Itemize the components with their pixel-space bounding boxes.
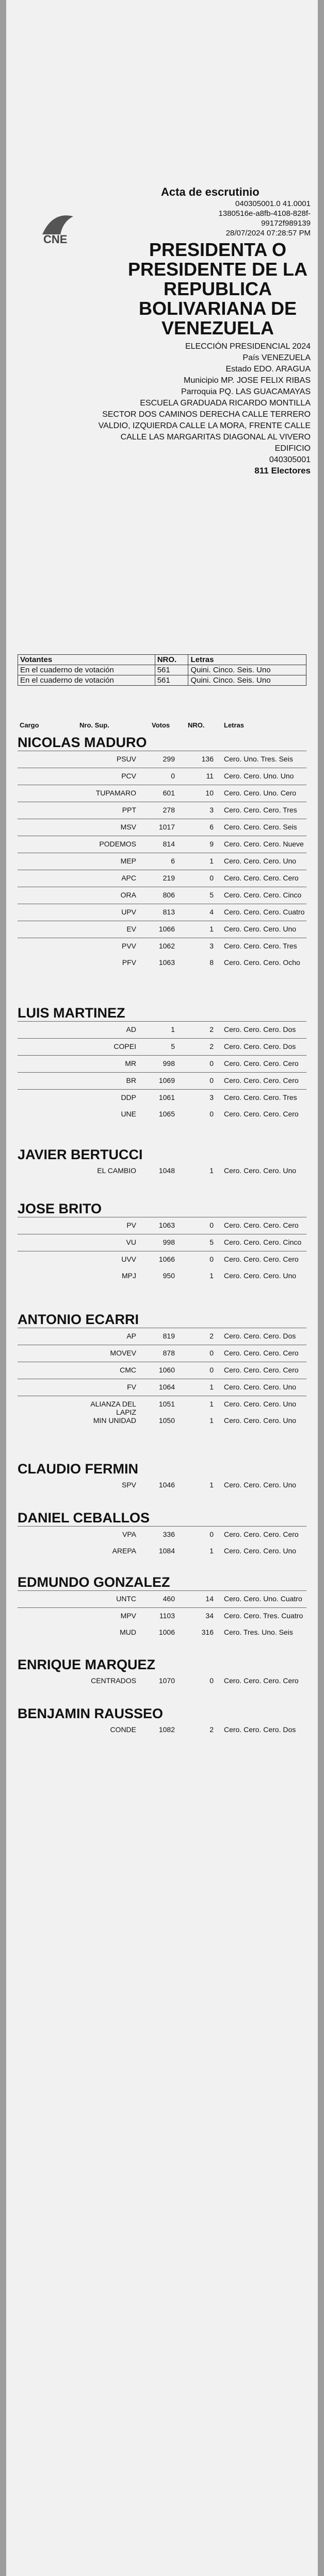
candidate-block — [18, 1200, 306, 1284]
party-name: CONDE — [110, 1725, 136, 1734]
candidate-block — [18, 1146, 306, 1179]
party-votes: 1 — [209, 1547, 214, 1555]
party-votes-words: Cero. Cero. Cero. Uno — [224, 857, 297, 865]
party-name: UNTC — [116, 1595, 136, 1603]
party-row — [18, 1396, 306, 1416]
party-votes: 1 — [209, 1400, 214, 1408]
acta-title: PRESIDENTA O PRESIDENTE DE LA REPUBLICA BOLIVARIANA DE VENEZUELA — [127, 239, 308, 338]
col-cargo: Cargo — [20, 721, 39, 729]
party-sup-number: 1103 — [159, 1612, 175, 1620]
party-votes-words: Cero. Cero. Cero. Uno — [224, 925, 297, 933]
party-sup-number: 1017 — [158, 823, 175, 831]
party-name: UPV — [121, 908, 136, 916]
party-votes: 1 — [209, 857, 214, 865]
party-row — [18, 1477, 306, 1494]
party-sup-number: 878 — [163, 1349, 175, 1357]
party-votes-words: Cero. Cero. Cero. Tres — [224, 806, 297, 814]
candidate-block — [18, 1574, 306, 1641]
party-votes-words: Cero. Cero. Cero. Cero — [224, 1110, 299, 1118]
candidate-block — [18, 734, 306, 971]
party-sup-number: 219 — [163, 874, 175, 882]
party-row — [18, 768, 306, 785]
party-votes-words: Cero. Cero. Cero. Cero — [224, 874, 299, 882]
party-name: MSV — [120, 823, 136, 831]
party-sup-number: 1065 — [158, 1110, 175, 1118]
party-row — [18, 1624, 306, 1641]
candidate-name: CLAUDIO FERMIN — [18, 1461, 138, 1477]
party-votes: 11 — [206, 772, 214, 780]
party-name: MOVEV — [110, 1349, 136, 1357]
code-line: 040305001.0 41.0001 — [235, 199, 311, 208]
party-sup-number: 813 — [163, 908, 175, 916]
party-votes-words: Cero. Cero. Cero. Cero — [224, 1059, 299, 1067]
candidate-block — [18, 1005, 306, 1123]
party-name: BR — [126, 1076, 136, 1084]
party-votes-words: Cero. Cero. Cero. Dos — [224, 1042, 296, 1050]
party-sup-number: 5 — [171, 1042, 175, 1050]
party-row — [18, 870, 306, 887]
party-name: MPV — [120, 1612, 136, 1620]
party-votes: 0 — [209, 1110, 214, 1118]
party-votes: 2 — [209, 1332, 214, 1340]
party-row — [18, 955, 306, 971]
party-votes: 0 — [209, 1059, 214, 1067]
party-votes: 2 — [209, 1725, 214, 1734]
party-row — [18, 921, 306, 938]
candidate-name: ENRIQUE MARQUEZ — [18, 1657, 156, 1672]
party-name: TUPAMARO — [95, 789, 136, 797]
party-sup-number: 1064 — [158, 1383, 175, 1391]
party-votes: 10 — [205, 789, 214, 797]
acta-label: Acta de escrutinio — [161, 185, 260, 198]
direccion: SECTOR DOS CAMINOS DERECHA CALLE TERRERO VALDIO, IZQUIERDA CALLE LA MORA, FRENTE CALLE CALLE LAS MARGARITAS DIAGONAL AL VIVERO EDIFICIO — [98, 410, 311, 453]
party-votes-words: Cero. Cero. Cero. Uno — [224, 1383, 297, 1391]
party-votes: 0 — [209, 1076, 214, 1084]
party-name: UNE — [121, 1110, 136, 1118]
party-row — [18, 887, 306, 904]
party-row — [18, 1543, 306, 1560]
party-sup-number: 299 — [163, 755, 175, 763]
party-sup-number: 601 — [163, 789, 175, 797]
nro-header: NRO. — [155, 655, 188, 665]
col-nro-sup: Nro. Sup. — [79, 721, 109, 729]
party-votes-words: Cero. Cero. Cero. Cero — [224, 1530, 299, 1538]
party-votes: 1 — [209, 1272, 214, 1280]
party-votes: 0 — [209, 1255, 214, 1263]
party-name: APC — [121, 874, 136, 882]
party-sup-number: 336 — [163, 1530, 175, 1538]
party-votes: 6 — [209, 823, 214, 831]
party-votes: 9 — [209, 840, 214, 848]
party-votes: 1 — [209, 1383, 214, 1391]
party-row — [18, 1106, 306, 1123]
party-sup-number: 998 — [163, 1238, 175, 1246]
party-votes: 316 — [201, 1628, 214, 1636]
candidate-block — [18, 1461, 306, 1494]
party-name: COPEI — [114, 1042, 136, 1050]
votantes-letras: Quini. Cinco. Seis. Uno — [188, 675, 306, 686]
votantes-letras: Quini. Cinco. Seis. Uno — [188, 665, 306, 675]
party-votes: 1 — [209, 1481, 214, 1489]
party-name: SPV — [121, 1481, 136, 1489]
party-votes: 0 — [209, 1349, 214, 1357]
party-sup-number: 950 — [163, 1272, 175, 1280]
votantes-header: Votantes — [18, 655, 155, 665]
party-name: PV — [126, 1221, 136, 1229]
col-nro: NRO. — [188, 721, 205, 729]
party-sup-number: 1046 — [158, 1481, 175, 1489]
votantes-table — [18, 654, 306, 686]
municipio: Municipio MP. JOSE FELIX RIBAS — [183, 376, 311, 385]
party-votes-words: Cero. Cero. Cero. Ocho — [224, 958, 300, 967]
party-row — [18, 1379, 306, 1396]
code-line: 99172f989139 — [261, 219, 311, 228]
party-sup-number: 1060 — [158, 1366, 175, 1374]
party-votes-words: Cero. Cero. Cero. Tres — [224, 942, 297, 950]
party-votes: 8 — [209, 958, 214, 967]
letras-header: Letras — [188, 655, 306, 665]
electores: 811 Electores — [254, 466, 311, 476]
party-row — [18, 836, 306, 853]
candidate-block — [18, 1705, 306, 1738]
candidate-name: LUIS MARTINEZ — [18, 1005, 125, 1021]
election-name: ELECCIÓN PRESIDENCIAL 2024 — [185, 342, 311, 351]
party-row — [18, 1163, 306, 1179]
acta-header — [84, 185, 311, 476]
party-row — [18, 1526, 306, 1543]
party-row — [18, 1055, 306, 1072]
party-row — [18, 1345, 306, 1362]
party-votes: 3 — [209, 1093, 214, 1101]
party-sup-number: 1084 — [158, 1547, 175, 1555]
candidate-name: DANIEL CEBALLOS — [18, 1510, 150, 1526]
party-sup-number: 998 — [163, 1059, 175, 1067]
party-name: UVV — [121, 1255, 136, 1263]
party-row — [18, 802, 306, 819]
party-name: FV — [127, 1383, 136, 1391]
party-name: EV — [126, 925, 136, 933]
party-sup-number: 1048 — [158, 1166, 175, 1175]
party-votes: 0 — [209, 1676, 214, 1685]
candidate-name: ANTONIO ECARRI — [18, 1312, 139, 1327]
party-sup-number: 0 — [171, 772, 175, 780]
party-sup-number: 806 — [163, 891, 175, 899]
party-votes: 2 — [209, 1025, 214, 1033]
party-row — [18, 1362, 306, 1379]
cne-logo — [37, 206, 89, 247]
party-name: AP — [126, 1332, 136, 1340]
party-sup-number: 278 — [163, 806, 175, 814]
estado: Estado EDO. ARAGUA — [225, 365, 311, 374]
party-row — [18, 1234, 306, 1251]
party-votes: 14 — [205, 1595, 214, 1603]
party-sup-number: 1063 — [158, 1221, 175, 1229]
party-votes-words: Cero. Cero. Uno. Cero — [224, 789, 297, 797]
party-name: MPJ — [122, 1272, 136, 1280]
party-row — [18, 1607, 306, 1624]
centro: ESCUELA GRADUADA RICARDO MONTILLA — [140, 399, 311, 408]
party-votes-words: Cero. Cero. Cero. Cuatro — [224, 908, 305, 916]
party-sup-number: 1082 — [158, 1725, 175, 1734]
party-votes: 1 — [209, 1166, 214, 1175]
party-sup-number: 1070 — [158, 1676, 175, 1685]
codigo: 040305001 — [269, 455, 311, 464]
party-sup-number: 1069 — [158, 1076, 175, 1084]
party-name: AD — [126, 1025, 136, 1033]
party-votes-words: Cero. Cero. Cero. Tres — [224, 1093, 297, 1101]
party-row — [18, 1413, 306, 1429]
candidate-block — [18, 1656, 306, 1689]
party-name: MUD — [120, 1628, 136, 1636]
party-sup-number: 1050 — [158, 1416, 175, 1425]
candidate-name: BENJAMIN RAUSSEO — [18, 1706, 164, 1721]
pais: País VENEZUELA — [242, 353, 311, 362]
candidate-name: JAVIER BERTUCCI — [18, 1147, 143, 1162]
candidate-name: JOSE BRITO — [18, 1201, 102, 1216]
party-row — [18, 1673, 306, 1689]
party-votes-words: Cero. Cero. Uno. Uno — [224, 772, 294, 780]
party-votes-words: Cero. Cero. Cero. Uno — [224, 1272, 297, 1280]
party-sup-number: 1061 — [158, 1093, 175, 1101]
acta-paper — [6, 0, 318, 2576]
candidate-block — [18, 1311, 306, 1429]
party-row — [18, 1590, 306, 1607]
party-votes-words: Cero. Cero. Cero. Seis — [224, 823, 297, 831]
party-row — [18, 1021, 306, 1038]
parroquia: Parroquia PQ. LAS GUACAMAYAS — [181, 387, 311, 396]
party-votes-words: Cero. Cero. Tres. Cuatro — [224, 1612, 303, 1620]
party-name: PODEMOS — [99, 840, 136, 848]
party-votes: 0 — [209, 1366, 214, 1374]
party-sup-number: 1066 — [158, 925, 175, 933]
party-votes: 4 — [209, 908, 214, 916]
party-sup-number: 819 — [163, 1332, 175, 1340]
party-votes-words: Cero. Cero. Cero. Cero — [224, 1366, 299, 1374]
party-row — [18, 1038, 306, 1055]
party-votes: 5 — [209, 891, 214, 899]
party-name: DDP — [121, 1093, 136, 1101]
code-line: 28/07/2024 07:28:57 PM — [225, 229, 311, 238]
party-name: ALIANZA DEL LAPIZ — [90, 1400, 136, 1416]
party-row — [18, 1217, 306, 1234]
party-sup-number: 460 — [163, 1595, 175, 1603]
party-votes-words: Cero. Cero. Cero. Uno — [224, 1416, 297, 1425]
party-sup-number: 1066 — [158, 1255, 175, 1263]
candidate-block — [18, 1510, 306, 1560]
party-name: PCV — [121, 772, 136, 780]
svg-text:CNE: CNE — [43, 233, 68, 246]
party-votes-words: Cero. Cero. Cero. Cero — [224, 1349, 299, 1357]
party-votes: 3 — [209, 942, 214, 950]
party-votes-words: Cero. Cero. Cero. Uno — [224, 1481, 297, 1489]
party-row — [18, 785, 306, 802]
party-name: EL CAMBIO — [97, 1166, 136, 1175]
party-votes-words: Cero. Cero. Cero. Nueve — [224, 840, 304, 848]
votantes-nro: 561 — [155, 665, 188, 675]
party-votes: 0 — [209, 1530, 214, 1538]
party-votes: 1 — [209, 925, 214, 933]
party-name: MEP — [120, 857, 136, 865]
votantes-nro: 561 — [155, 675, 188, 686]
party-sup-number: 1062 — [158, 942, 175, 950]
party-row — [18, 1722, 306, 1738]
party-votes: 3 — [209, 806, 214, 814]
party-sup-number: 1063 — [158, 958, 175, 967]
party-sup-number: 1051 — [158, 1400, 175, 1408]
party-votes-words: Cero. Cero. Cero. Cero — [224, 1076, 299, 1084]
party-name: CENTRADOS — [91, 1676, 136, 1685]
party-votes-words: Cero. Tres. Uno. Seis — [224, 1628, 293, 1636]
party-votes-words: Cero. Cero. Cero. Cero — [224, 1221, 299, 1229]
party-row — [18, 1328, 306, 1345]
party-name: MIN UNIDAD — [93, 1416, 136, 1425]
party-votes: 136 — [201, 755, 214, 763]
party-row — [18, 1089, 306, 1106]
col-votos: Votos — [152, 721, 170, 729]
party-row — [18, 1268, 306, 1284]
party-name: MR — [125, 1059, 136, 1067]
candidate-name: EDMUNDO GONZALEZ — [18, 1574, 170, 1590]
party-votes-words: Cero. Cero. Cero. Cero — [224, 1255, 299, 1263]
party-name: PSUV — [116, 755, 136, 763]
party-votes-words: Cero. Cero. Cero. Dos — [224, 1725, 296, 1734]
votantes-label: En el cuaderno de votación — [18, 675, 155, 686]
party-votes-words: Cero. Cero. Cero. Uno — [224, 1400, 297, 1408]
party-name: VU — [126, 1238, 136, 1246]
party-sup-number: 814 — [163, 840, 175, 848]
party-votes-words: Cero. Cero. Cero. Cinco — [224, 1238, 302, 1246]
party-row — [18, 938, 306, 955]
party-name: CMC — [120, 1366, 136, 1374]
party-name: PVV — [121, 942, 136, 950]
party-name: ORA — [120, 891, 136, 899]
col-letras: Letras — [224, 721, 245, 729]
party-row — [18, 853, 306, 870]
party-name: PPT — [122, 806, 136, 814]
party-name: PFV — [122, 958, 136, 967]
party-votes-words: Cero. Cero. Uno. Cuatro — [224, 1595, 302, 1603]
party-sup-number: 6 — [171, 857, 175, 865]
votantes-label: En el cuaderno de votación — [18, 665, 155, 675]
party-name: VPA — [122, 1530, 136, 1538]
party-row — [18, 751, 306, 768]
party-votes-words: Cero. Cero. Cero. Dos — [224, 1025, 296, 1033]
party-votes: 1 — [209, 1416, 214, 1425]
party-sup-number: 1006 — [158, 1628, 175, 1636]
party-votes-words: Cero. Cero. Cero. Cinco — [224, 891, 302, 899]
party-votes-words: Cero. Cero. Cero. Dos — [224, 1332, 296, 1340]
party-votes: 5 — [209, 1238, 214, 1246]
party-votes-words: Cero. Cero. Cero. Uno — [224, 1547, 297, 1555]
party-votes: 34 — [205, 1612, 214, 1620]
party-votes: 2 — [209, 1042, 214, 1050]
party-votes-words: Cero. Uno. Tres. Seis — [224, 755, 293, 763]
party-votes-words: Cero. Cero. Cero. Cero — [224, 1676, 299, 1685]
party-votes: 0 — [209, 874, 214, 882]
party-sup-number: 1 — [171, 1025, 175, 1033]
candidate-name: NICOLAS MADURO — [18, 735, 147, 750]
party-votes: 0 — [209, 1221, 214, 1229]
code-line: 1380516e-a8fb-4108-828f- — [218, 209, 311, 218]
party-votes-words: Cero. Cero. Cero. Uno — [224, 1166, 297, 1175]
party-row — [18, 904, 306, 921]
party-row — [18, 819, 306, 836]
party-row — [18, 1251, 306, 1268]
party-name: AREPA — [112, 1547, 136, 1555]
party-row — [18, 1072, 306, 1089]
